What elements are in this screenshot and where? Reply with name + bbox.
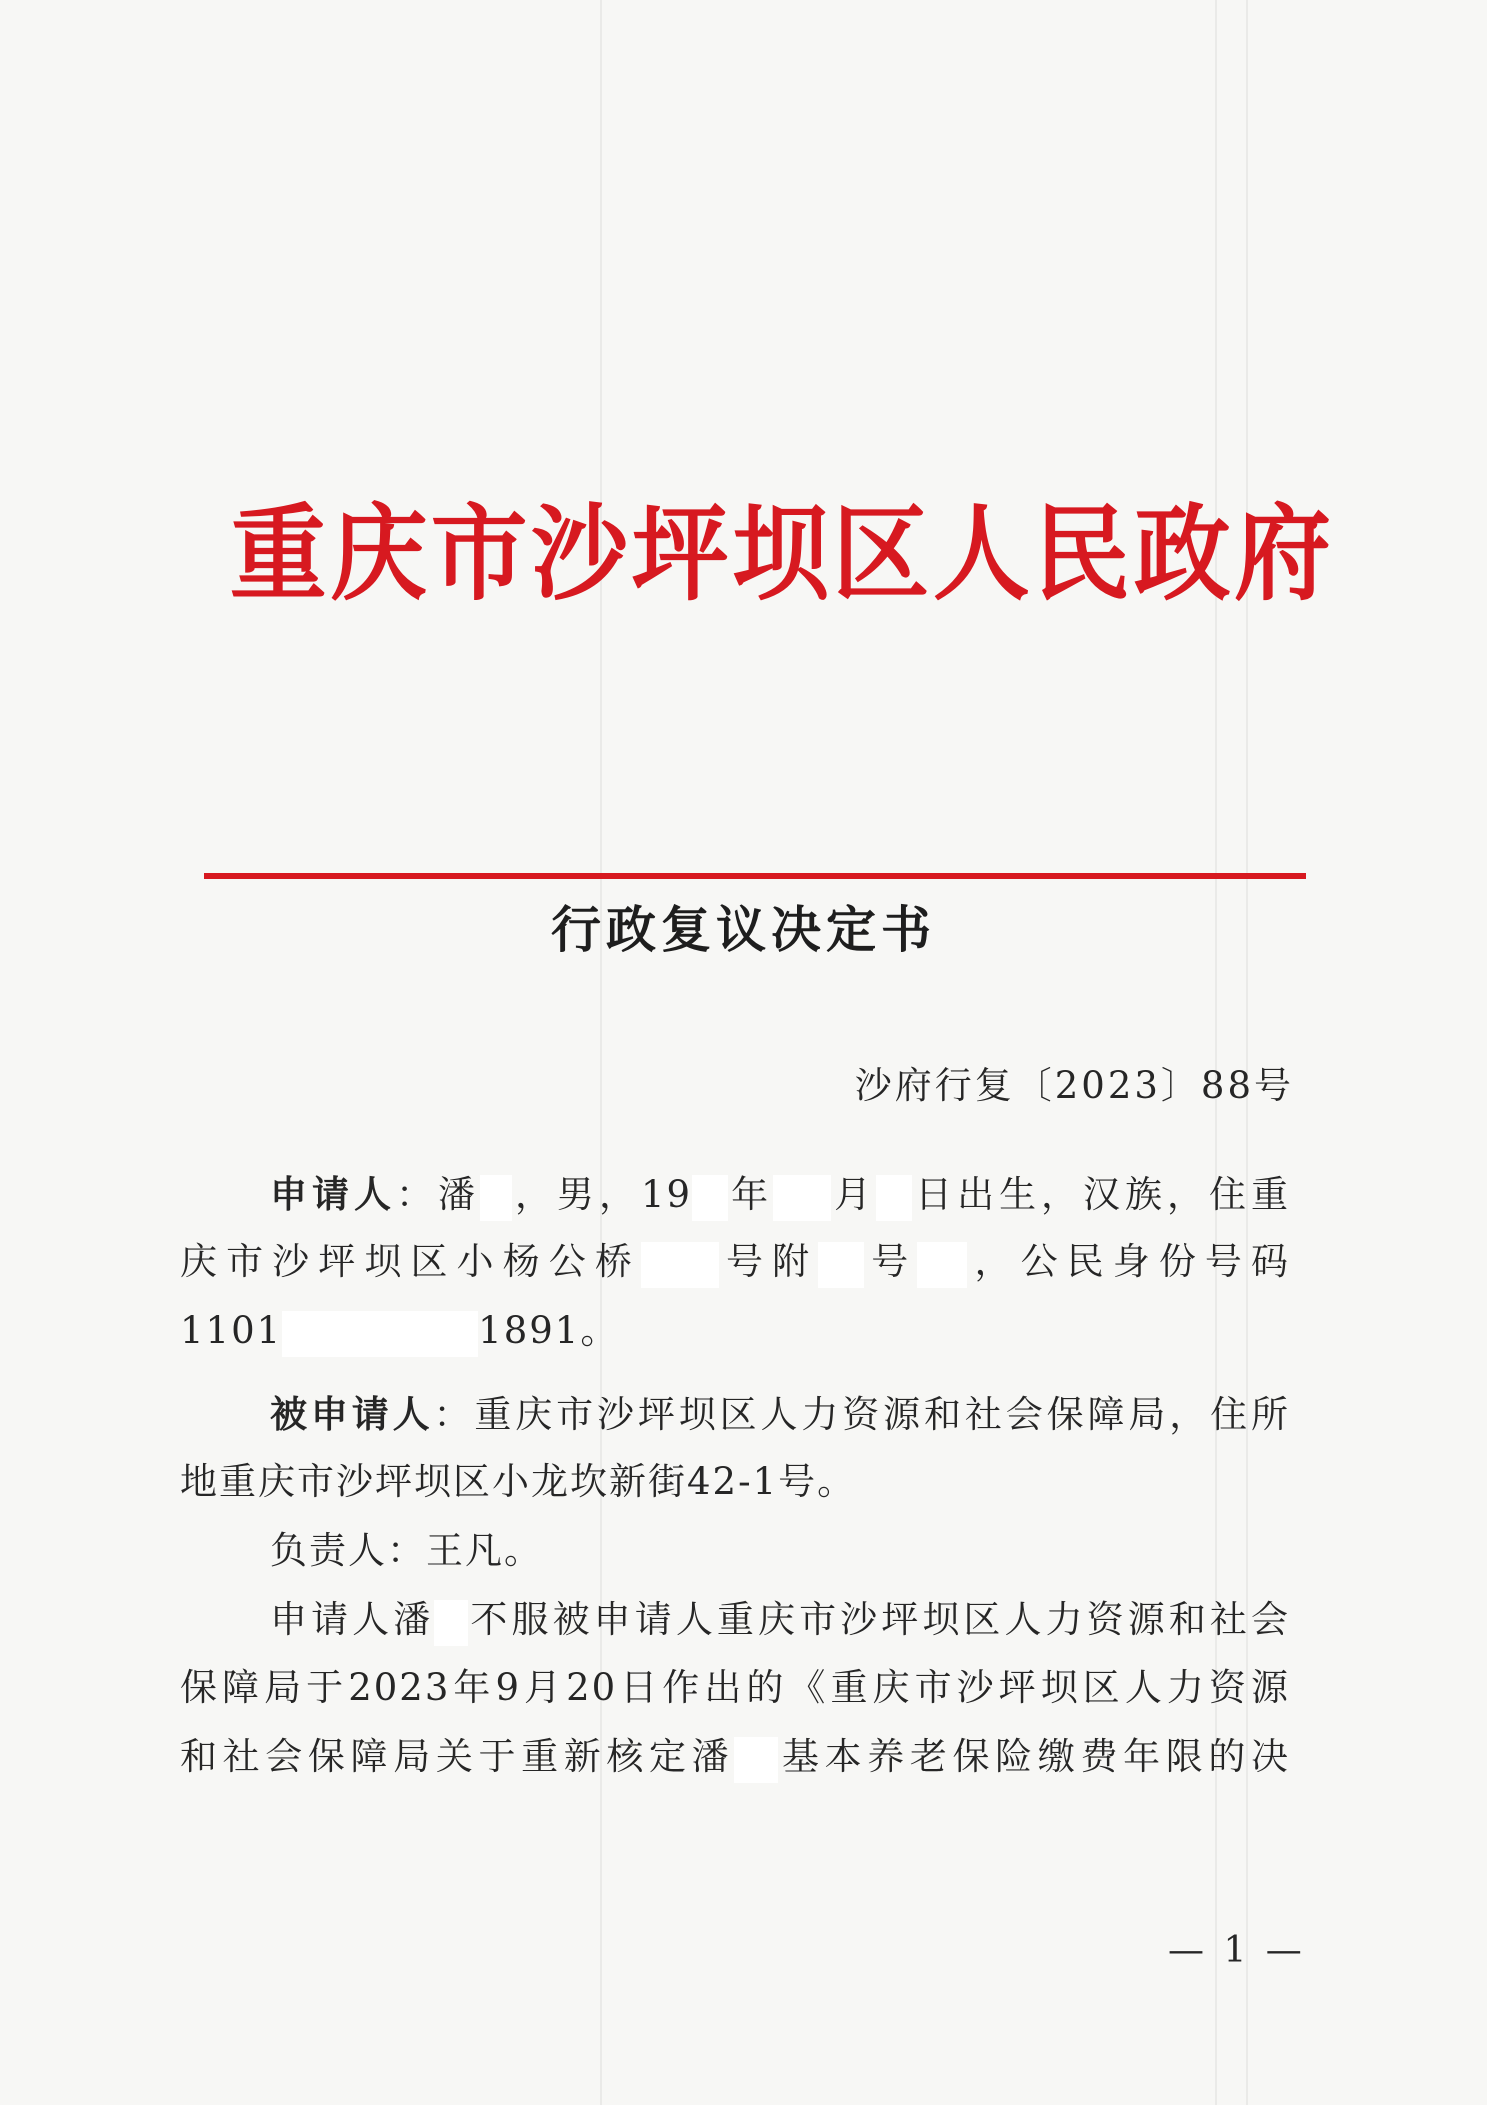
- applicant-label: 申请人: [270, 1172, 396, 1216]
- redaction: [434, 1600, 468, 1646]
- responsible-person: 负责人：王凡。: [270, 1529, 543, 1572]
- redaction: [773, 1175, 831, 1221]
- redaction: [917, 1242, 967, 1288]
- applicant-line-1: 申请人：潘 ，男，19 年 月 日出生，汉族，住重: [270, 1164, 1290, 1224]
- redaction: [692, 1175, 728, 1221]
- redaction: [480, 1175, 512, 1221]
- redaction: [876, 1175, 912, 1221]
- respondent-line-2: 地重庆市沙坪坝区小龙坎新街42-1号。: [180, 1460, 857, 1503]
- redaction: [818, 1242, 864, 1288]
- redaction: [734, 1737, 778, 1783]
- applicant-line-3: 1101 1891。: [180, 1301, 1290, 1361]
- reverse-side-bleed-through: [200, 255, 1340, 441]
- respondent-label: 被申请人: [270, 1392, 434, 1436]
- applicant-line-2: 庆市沙坪坝区小杨公桥 号附 号 ，公民身份号码: [180, 1232, 1290, 1292]
- document-number: 沙府行复〔2023〕88号: [854, 1064, 1294, 1107]
- fold-line: [1215, 0, 1217, 2105]
- body-line-3: 和社会保障局关于重新核定潘 基本养老保险缴费年限的决: [180, 1727, 1290, 1787]
- body-line-2: 保障局于2023年9月20日作出的《重庆市沙坪坝区人力资源: [180, 1666, 1290, 1709]
- issuing-authority-header: 重庆市沙坪坝区人民政府: [229, 492, 1335, 615]
- redaction: [282, 1311, 478, 1357]
- document-title: 行政复议决定书: [551, 900, 936, 959]
- red-separator-line: [204, 873, 1306, 879]
- fold-line: [600, 0, 602, 2105]
- body-line-1: 申请人潘 不服被申请人重庆市沙坪坝区人力资源和社会: [270, 1590, 1290, 1650]
- fold-line: [1246, 0, 1248, 2105]
- respondent-line-1: 被申请人：重庆市沙坪坝区人力资源和社会保障局，住所: [270, 1392, 1290, 1436]
- page-number: — 1 —: [1168, 1930, 1306, 1971]
- redaction: [641, 1242, 719, 1288]
